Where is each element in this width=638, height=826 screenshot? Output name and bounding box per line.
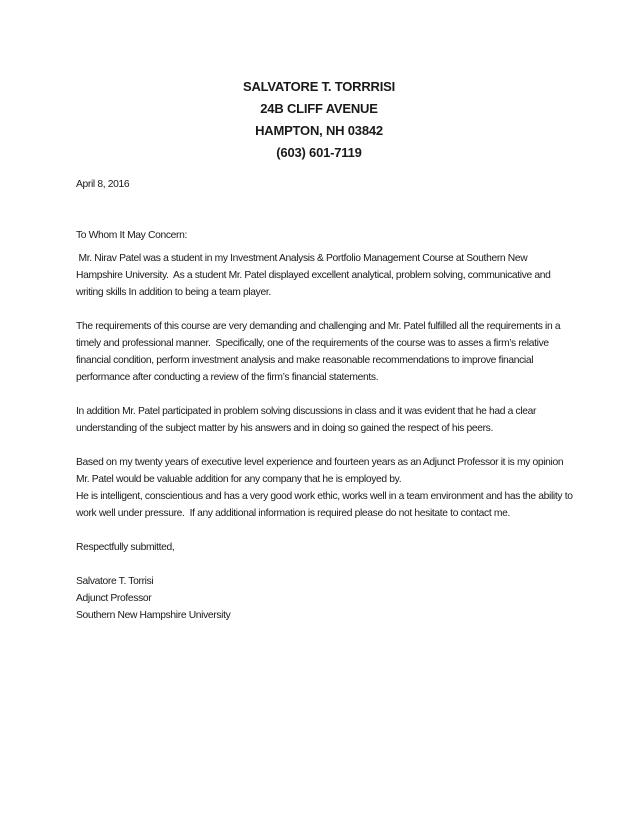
signature-block xyxy=(76,573,576,624)
letter-closing: Respectfully submitted, xyxy=(76,542,175,553)
paragraph-1: Mr. Nirav Patel was a student in my Investment Analysis & Portfolio Management Course at Southern New Hampshire University. As a student Mr. Patel displayed excellent analytical, problem solving, communicative and writing skills In addition to being a team player. xyxy=(76,253,554,298)
signature-title: Adjunct Professor xyxy=(76,593,152,604)
letterhead-street: 24B CLIFF AVENUE xyxy=(260,101,378,116)
paragraph-2: The requirements of this course are very demanding and challenging and Mr. Patel fulfilled all the requirements in a timely and professional manner. Specifically, one of the requirements of the course was to asses a firm’s relative financial condition, perform investment analysis and make reasonable recommendations to improve financial performance after conducting a review of the firm’s financial statements. xyxy=(76,321,563,383)
letter-salutation: To Whom It May Concern: xyxy=(76,230,187,241)
paragraph-4a: Based on my twenty years of executive level experience and fourteen years as an Adjunct Professor it is my opinion Mr. Patel would be valuable addition for any company that he is employed by. xyxy=(76,457,566,485)
letter-body xyxy=(76,176,576,624)
signature-name: Salvatore T. Torrisi xyxy=(76,576,154,587)
letterhead-phone: (603) 601-7119 xyxy=(276,145,362,160)
signature-institution: Southern New Hampshire University xyxy=(76,610,231,621)
paragraph-3: In addition Mr. Patel participated in problem solving discussions in class and it was evident that he had a clear understanding of the subject matter by his answers and in doing so gained the respect of his peers. xyxy=(76,406,539,434)
paragraph-4b: He is intelligent, conscientious and has a very good work ethic, works well in a team environment and has the ability to work well under pressure. If any additional information is required please do not hesitate to contact me. xyxy=(76,491,576,519)
letterhead-name: SALVATORE T. TORRRISI xyxy=(242,79,396,94)
letterhead-city: HAMPTON, NH 03842 xyxy=(255,123,383,138)
letter-date: April 8, 2016 xyxy=(76,179,130,190)
letterhead xyxy=(0,76,638,164)
